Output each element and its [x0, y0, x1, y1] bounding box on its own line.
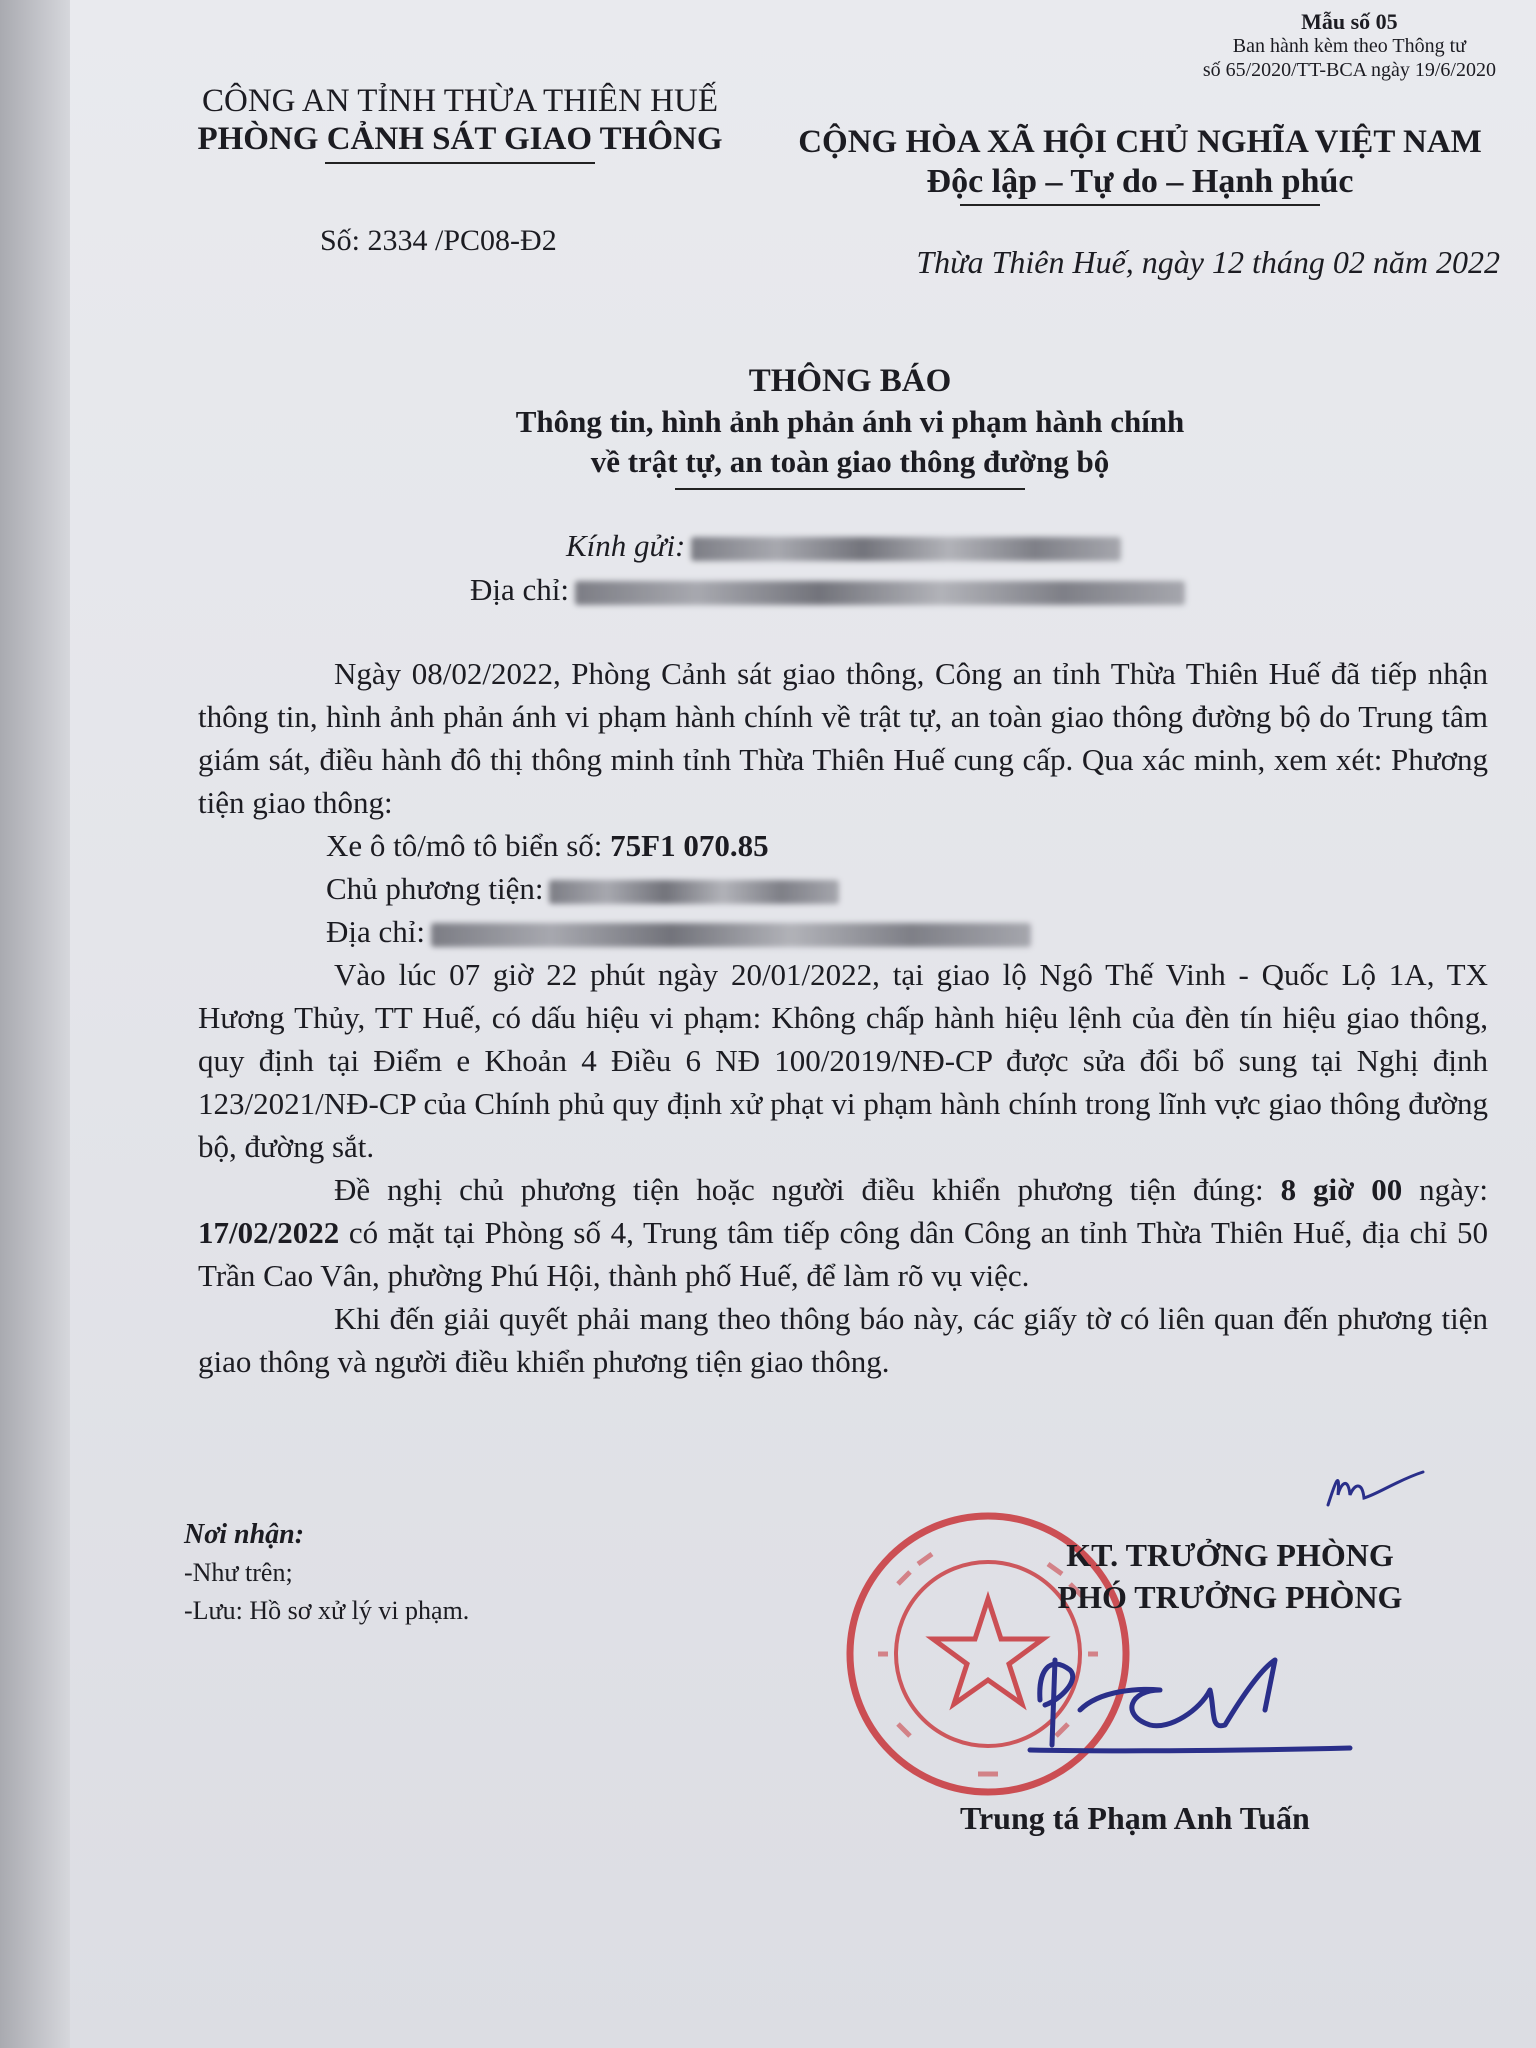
form-ref-line2: số 65/2020/TT-BCA ngày 19/6/2020: [1202, 59, 1496, 81]
agency-underline: [325, 162, 595, 164]
title-main: THÔNG BÁO: [748, 363, 952, 399]
redacted-owner-address: [431, 923, 1031, 947]
signer-name: Trung tá Phạm Anh Tuấn: [960, 1800, 1310, 1836]
paragraph-1: Ngày 08/02/2022, Phòng Cảnh sát giao thông, Công an tỉnh Thừa Thiên Huế đã tiếp nhận thông tin, hình ảnh phản ánh vi phạm hành chính về trật tự, an toàn giao thông đường bộ do Trung tâm giám sát, điều hành đô thị thông minh tỉnh Thừa Thiên Huế cung cấp. Qua xác minh, xem xét: Phương tiện giao thông:: [198, 656, 1488, 820]
recipients-item-1: -Như trên;: [184, 1558, 293, 1587]
appointment-time: 8 giờ 00: [1280, 1172, 1403, 1207]
national-motto: Độc lập – Tự do – Hạnh phúc: [926, 163, 1354, 200]
redacted-owner: [549, 880, 839, 904]
national-name: CỘNG HÒA XÃ HỘI CHỦ NGHĨA VIỆT NAM: [798, 124, 1482, 160]
redacted-address: [575, 581, 1185, 605]
owner-label: Chủ phương tiện:: [326, 871, 544, 906]
paragraph-4: Khi đến giải quyết phải mang theo thông báo này, các giấy tờ có liên quan đến phương tiện giao thông và người điều khiển phương tiện giao thông.: [198, 1301, 1488, 1379]
agency-header: [170, 82, 750, 164]
agency-name: PHÒNG CẢNH SÁT GIAO THÔNG: [197, 121, 723, 157]
recipients-list: [184, 1516, 469, 1630]
redacted-recipient: [691, 537, 1121, 561]
body-text: [198, 652, 1488, 1383]
appointment-date: 17/02/2022: [198, 1215, 340, 1250]
title-sub1: Thông tin, hình ảnh phản ánh vi phạm hành chính: [515, 404, 1185, 439]
page-shadow: [0, 0, 70, 2048]
form-ref-line1: Ban hành kèm theo Thông tư: [1232, 35, 1467, 57]
owner-line: [198, 867, 1488, 910]
recipients-heading: Nơi nhận:: [184, 1519, 305, 1550]
p3-text-a: Đề nghị chủ phương tiện hoặc người điều khiển phương tiện đúng:: [334, 1172, 1281, 1207]
document-date: Thừa Thiên Huế, ngày 12 tháng 02 năm 2022: [916, 244, 1500, 280]
plate-number: 75F1 070.85: [610, 828, 769, 863]
owner-address-line: [198, 910, 1488, 953]
national-header: [770, 122, 1510, 206]
address-label: Địa chỉ:: [470, 572, 569, 607]
owner-address-label: Địa chỉ:: [326, 914, 425, 949]
paragraph-3: [198, 1168, 1488, 1297]
plate-line: [198, 824, 1488, 867]
plate-label: Xe ô tô/mô tô biển số:: [326, 828, 611, 863]
initial-mark: [1318, 1450, 1428, 1520]
signature: [1010, 1630, 1390, 1780]
p3-text-b: ngày:: [1402, 1172, 1489, 1207]
paragraph-2: Vào lúc 07 giờ 22 phút ngày 20/01/2022, tại giao lộ Ngô Thế Vinh - Quốc Lộ 1A, TX Hương Thủy, TT Huế, có dấu hiệu vi phạm: Không chấp hành hiệu lệnh của đèn tín hiệu giao thông, quy định tại Điểm e Khoản 4 Điều 6 NĐ 100/2019/NĐ-CP được sửa đổi bổ sung tại Nghị định 123/2021/NĐ-CP của Chính phủ quy định xử phạt vi phạm hành chính trong lĩnh vực giao thông đường bộ, đường sắt.: [198, 957, 1488, 1164]
p3-text-c: có mặt tại Phòng số 4, Trung tâm tiếp công dân Công an tỉnh Thừa Thiên Huế, địa chỉ 50 Trần Cao Vân, phường Phú Hội, thành phố Huế, để làm rõ vụ việc.: [198, 1215, 1488, 1293]
document-title: [400, 360, 1300, 490]
document-number: Số: 2334 /PC08-Đ2: [320, 224, 557, 257]
title-sub2: về trật tự, an toàn giao thông đường bộ: [590, 444, 1110, 479]
signer-role-1: KT. TRƯỞNG PHÒNG: [1066, 1537, 1394, 1573]
title-underline: [675, 488, 1025, 490]
recipient-block: [470, 524, 1185, 612]
signature-block: [930, 1534, 1530, 1618]
to-label: Kính gửi:: [566, 528, 686, 563]
form-number: Mẫu số 05: [1301, 9, 1398, 34]
form-reference: [1203, 10, 1496, 82]
motto-underline: [960, 204, 1320, 206]
signer-role-2: PHÓ TRƯỞNG PHÒNG: [1057, 1579, 1403, 1615]
agency-parent: CÔNG AN TỈNH THỪA THIÊN HUẾ: [201, 83, 718, 119]
recipients-item-2: -Lưu: Hồ sơ xử lý vi phạm.: [184, 1596, 470, 1625]
